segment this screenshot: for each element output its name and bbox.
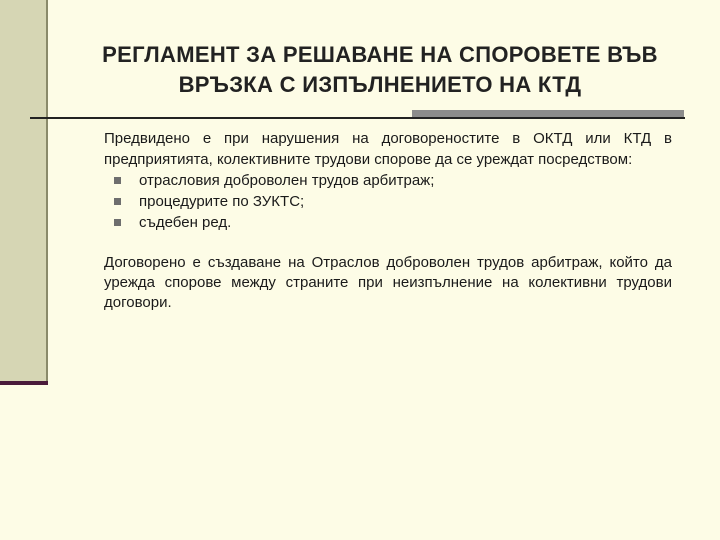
title-line-1: РЕГЛАМЕНТ ЗА РЕШАВАНЕ НА СПОРОВЕТЕ ВЪВ bbox=[102, 42, 658, 67]
title-line-2: ВРЪЗКА С ИЗПЪЛНЕНИЕТО НА КТД bbox=[178, 72, 582, 97]
square-bullet-icon bbox=[114, 177, 121, 184]
closing-paragraph: Договорено е създаване на Отраслов доброволен трудов арбитраж, който да урежда спорове между страните при неизпълнение на колективни трудови договори. bbox=[104, 254, 672, 311]
list-item bbox=[104, 191, 672, 212]
list-item bbox=[104, 212, 672, 233]
square-bullet-icon bbox=[114, 198, 121, 205]
title-underline-thick bbox=[412, 110, 684, 117]
title-underline bbox=[30, 117, 685, 119]
list-item bbox=[104, 170, 672, 191]
slide-body bbox=[104, 128, 672, 313]
square-bullet-icon bbox=[114, 219, 121, 226]
intro-paragraph: Предвидено е при нарушения на договореностите в ОКТД или КТД в предприятията, колективните трудови спорове да се уреждат посредством: bbox=[104, 130, 672, 168]
bullet-text: отрасловия доброволен трудов арбитраж; bbox=[139, 172, 435, 189]
left-decor-edge bbox=[46, 0, 48, 382]
slide-title bbox=[60, 40, 700, 100]
left-decor-bar bbox=[0, 0, 46, 382]
bullet-list bbox=[104, 170, 672, 233]
bullet-text: процедурите по ЗУКТС; bbox=[139, 193, 305, 210]
bullet-text: съдебен ред. bbox=[139, 214, 232, 231]
left-decor-accent bbox=[0, 381, 48, 385]
